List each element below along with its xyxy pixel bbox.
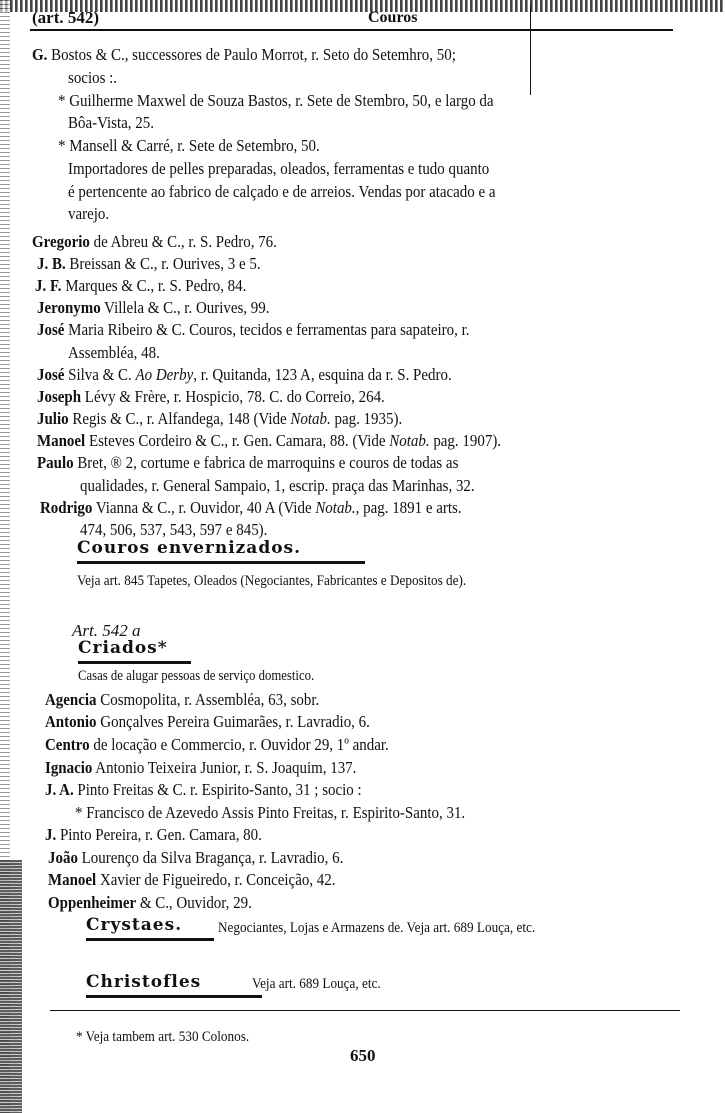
entry-line [58, 136, 320, 156]
entry-line [37, 365, 452, 385]
entry-text: pag. 1907). [429, 431, 502, 450]
entry-text: Maria Ribeiro & C. Couros, tecidos e ferramentas para sapateiro, r. [64, 320, 470, 339]
entry-line [68, 159, 489, 179]
entry-name: José [37, 365, 65, 384]
section-heading-christofles: Christofles [86, 972, 202, 992]
entry-text: * Guilherme Maxwel de Souza Bastos, r. Sete de Stembro, 50, e largo da [58, 91, 494, 110]
entry-line [68, 113, 154, 133]
entry-line [45, 712, 370, 732]
entry-name: Julio [37, 409, 69, 428]
footnote-rule [50, 1010, 680, 1011]
entry-text: Bret, ® 2, cortume e fabrica de marroquins e couros de todas as [73, 453, 459, 472]
entry-line [45, 825, 262, 845]
entry-line [37, 298, 269, 318]
entry-name: Agencia [45, 690, 97, 709]
entry-italic: Notab. [389, 431, 430, 450]
entry-name: Ignacio [45, 758, 93, 777]
entry-text: pag. 1935). [330, 409, 403, 428]
section-rule [78, 661, 191, 664]
section-rule [77, 561, 365, 564]
entry-text: Regis & C., r. Alfandega, 148 (Vide [68, 409, 291, 428]
entry-name: Paulo [37, 453, 74, 472]
entry-text: é pertencente ao fabrico de calçado e de arreios. Vendas por atacado e a [68, 182, 496, 201]
article-reference: (art. 542) [32, 8, 100, 27]
entry-text: qualidades, r. General Sampaio, 1, escrip. praça das Marinhas, 32. [80, 476, 475, 495]
entry-text: 474, 506, 537, 543, 597 e 845). [80, 520, 268, 539]
entry-line [48, 870, 335, 890]
scan-edge-top [0, 0, 725, 12]
entry-text: Lourenço da Silva Bragança, r. Lavradio, 6. [77, 848, 344, 867]
entry-text: varejo. [68, 204, 110, 223]
entry-text: Breissan & C., r. Ourives, 3 e 5. [65, 254, 261, 273]
entry-line [48, 893, 252, 913]
entry-line [32, 232, 277, 252]
section-rule [86, 995, 262, 998]
entry-name: Antonio [45, 712, 97, 731]
entry-line [45, 780, 362, 800]
entry-text: Marques & C., r. S. Pedro, 84. [61, 276, 247, 295]
entry-line [37, 409, 402, 429]
entry-text: Assembléa, 48. [68, 343, 160, 362]
section-heading-crystaes: Crystaes. [86, 915, 183, 935]
entry-text: Esteves Cordeiro & C., r. Gen. Camara, 88. (Vide [85, 431, 390, 450]
entry-text: de locação e Commercio, r. Ouvidor 29, 1º andar. [89, 735, 389, 754]
entry-text: Pinto Pereira, r. Gen. Camara, 80. [56, 825, 262, 844]
entry-name: Rodrigo [40, 498, 93, 517]
entry-line [37, 453, 458, 473]
entry-line [37, 320, 469, 340]
entry-text: Bôa-Vista, 25. [68, 113, 154, 132]
entry-text: socios :. [68, 68, 118, 87]
entry-line [80, 476, 475, 496]
entry-line [68, 182, 496, 202]
entry-name: Manoel [37, 431, 86, 450]
entry-text: , pag. 1891 e arts. [355, 498, 462, 517]
entry-text: Villela & C., r. Ourives, 99. [100, 298, 270, 317]
entry-text: * Francisco de Azevedo Assis Pinto Freitas, r. Espirito-Santo, 31. [75, 803, 466, 822]
section-subtitle: Casas de alugar pessoas de serviço domestico. [78, 668, 315, 684]
entry-text: Silva & C. [64, 365, 136, 384]
entry-italic: Notab. [290, 409, 331, 428]
section-heading-couros-envernizados: Couros envernizados. [77, 538, 302, 558]
section-rule [86, 938, 214, 941]
entry-line [80, 520, 267, 540]
entry-name: João [48, 848, 78, 867]
entry-name: Joseph [37, 387, 82, 406]
entry-line [68, 68, 117, 88]
entry-line [48, 848, 343, 868]
entry-text: Antonio Teixeira Junior, r. S. Joaquim, 137. [92, 758, 357, 777]
entry-line [37, 387, 385, 407]
scan-edge-left-dark [0, 860, 22, 1113]
entry-line [45, 758, 356, 778]
entry-text: Lévy & Frère, r. Hospicio, 78. C. do Correio, 264. [81, 387, 385, 406]
entry-line [35, 276, 246, 296]
entry-line [37, 254, 261, 274]
entry-name: J. A. [45, 780, 74, 799]
entry-italic: Notab. [315, 498, 356, 517]
entry-line [45, 690, 319, 710]
entry-name: Oppenheimer [48, 893, 137, 912]
section-note: Veja art. 845 Tapetes, Oleados (Negociantes, Fabricantes e Depositos de). [77, 573, 467, 589]
entry-text: Bostos & C., successores de Paulo Morrot, r. Seto do Setemhro, 50; [47, 45, 456, 64]
section-note: Veja art. 689 Louça, etc. [252, 976, 381, 992]
entry-line [32, 45, 456, 65]
entry-name: G. [32, 45, 48, 64]
footnote: * Veja tambem art. 530 Colonos. [76, 1029, 250, 1045]
entry-line [68, 343, 160, 363]
running-title: Couros [368, 9, 418, 26]
entry-name: J. B. [37, 254, 66, 273]
entry-name: Manoel [48, 870, 97, 889]
entry-line [40, 498, 462, 518]
entry-line [37, 431, 501, 451]
entry-line [45, 735, 389, 755]
entry-name: Jeronymo [37, 298, 101, 317]
entry-name: José [37, 320, 65, 339]
entry-text: Cosmopolita, r. Assembléa, 63, sobr. [96, 690, 320, 709]
article-label: Art. 542 a [72, 621, 141, 640]
fold-line [530, 5, 531, 95]
entry-italic: Ao Derby [135, 365, 194, 384]
entry-name: J. [45, 825, 57, 844]
entry-text: , r. Quitanda, 123 A, esquina da r. S. Pedro. [193, 365, 452, 384]
entry-text: Xavier de Figueiredo, r. Conceição, 42. [96, 870, 336, 889]
entry-name: Centro [45, 735, 90, 754]
entry-text: Importadores de pelles preparadas, oleados, ferramentas e tudo quanto [68, 159, 490, 178]
header-rule [30, 29, 673, 31]
section-heading-criados: Criados* [78, 638, 168, 658]
page-number: 650 [350, 1046, 376, 1065]
entry-line [58, 91, 494, 111]
entry-line [68, 204, 109, 224]
entry-name: Gregorio [32, 232, 90, 251]
entry-line [75, 803, 465, 823]
entry-text: * Mansell & Carré, r. Sete de Setembro, 50. [58, 136, 320, 155]
entry-text: Pinto Freitas & C. r. Espirito-Santo, 31 ; socio : [73, 780, 362, 799]
entry-text: & C., Ouvidor, 29. [136, 893, 252, 912]
section-note: Negociantes, Lojas e Armazens de. Veja art. 689 Louça, etc. [218, 920, 536, 936]
entry-text: Gonçalves Pereira Guimarães, r. Lavradio, 6. [96, 712, 370, 731]
entry-name: J. F. [35, 276, 62, 295]
entry-text: de Abreu & C., r. S. Pedro, 76. [89, 232, 277, 251]
entry-text: Vianna & C., r. Ouvidor, 40 A (Vide [92, 498, 316, 517]
